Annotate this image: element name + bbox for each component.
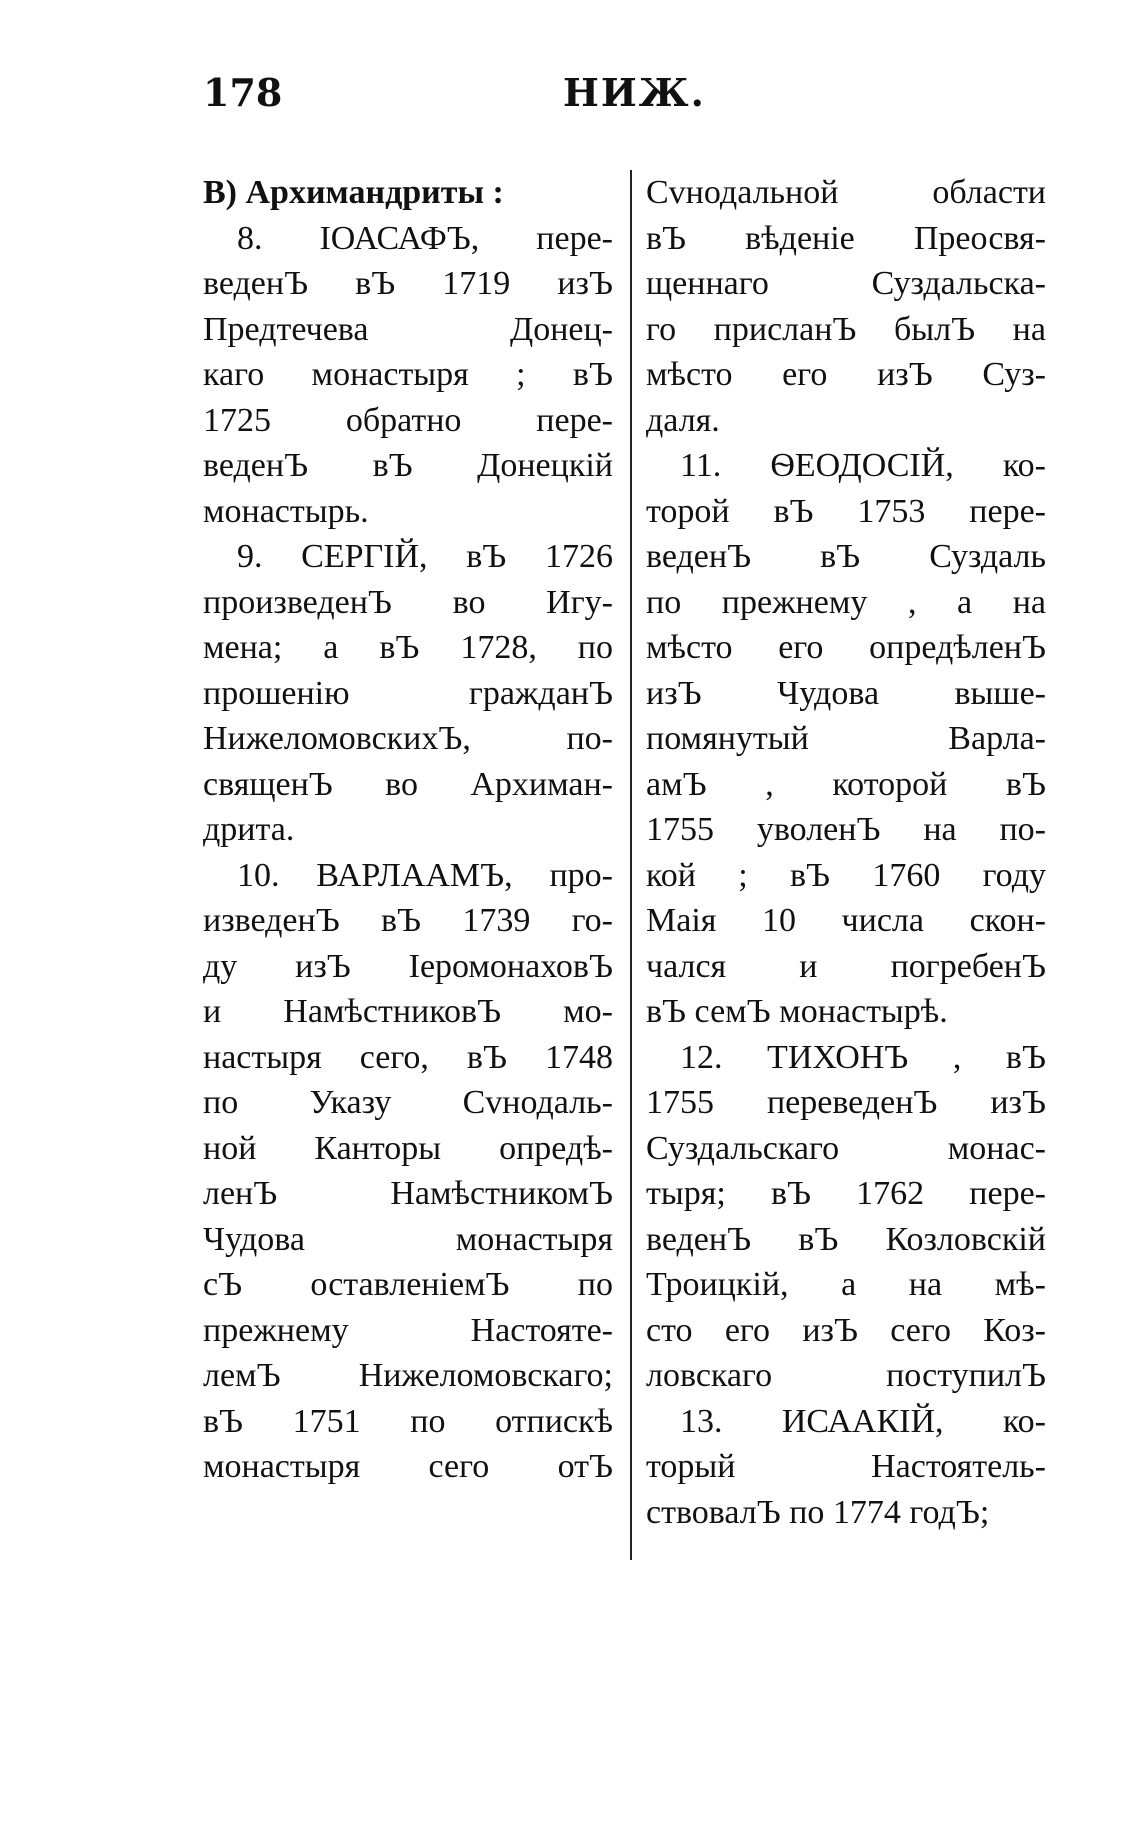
right-column-line: изЪ Чудова выше- — [646, 674, 1046, 712]
left-column-line: Предтечева Донец- — [203, 310, 613, 348]
right-column-line: Маія 10 числа скон- — [646, 902, 1046, 939]
left-column-line: 8. ІОАСАФЪ, пере- — [237, 219, 613, 257]
right-column-line: веденЪ вЪ Суздаль — [646, 538, 1046, 575]
left-column-line: лемЪ Нижеломовскаго; — [203, 1357, 613, 1394]
right-column-line: торый Настоятель- — [646, 1448, 1046, 1485]
left-column-line: священЪ во Архиман- — [203, 765, 613, 803]
left-column-line: каго монастыря ; вЪ — [203, 356, 613, 393]
left-column-line: 1725 обратно пере- — [203, 401, 613, 439]
right-column-line: 1755 переведенЪ изЪ — [646, 1084, 1046, 1121]
right-column-line: сто его изЪ сего Коз- — [646, 1311, 1046, 1349]
left-column-line: монастырь. — [203, 492, 369, 530]
right-column-line: мѣсто его опредѣленЪ — [646, 629, 1046, 666]
right-column-line: амЪ , которой вЪ — [646, 765, 1046, 803]
left-column-line: прошенію гражданЪ — [203, 674, 613, 712]
left-column-line: 10. ВАРЛААМЪ, про- — [237, 856, 613, 894]
right-column-line: го присланЪ былЪ на — [646, 310, 1046, 348]
right-column-line: 11. ѲЕОДОСІЙ, ко- — [680, 447, 1046, 484]
right-column — [646, 170, 1046, 1535]
right-column-line: торой вЪ 1753 пере- — [646, 492, 1046, 530]
right-column-line: кой ; вЪ 1760 году — [646, 856, 1046, 894]
right-column-line: чался и погребенЪ — [646, 947, 1046, 985]
right-column-line: 13. ИСААКІЙ, ко- — [680, 1402, 1046, 1440]
right-column-line: Сvнодальной области — [646, 174, 1046, 211]
right-column-line: вЪ вѣденіе Преосвя- — [646, 219, 1046, 257]
left-column-line: прежнему Настояте- — [203, 1311, 613, 1349]
left-column-line: настыря сего, вЪ 1748 — [203, 1038, 613, 1076]
left-column-line: по Указу Сvнодаль- — [203, 1084, 613, 1121]
left-column-line: сЪ оставленіемЪ по — [203, 1266, 613, 1303]
right-column-line: 1755 уволенЪ на по- — [646, 811, 1046, 848]
left-column-line: и НамѣстниковЪ мо- — [203, 993, 613, 1030]
left-column-line: НижеломовскихЪ, по- — [203, 720, 613, 757]
left-column-line: произведенЪ во Игу- — [203, 583, 613, 621]
right-column-line: веденЪ вЪ Козловскій — [646, 1220, 1046, 1258]
left-column-line: веденЪ вЪ 1719 изЪ — [203, 265, 613, 302]
right-column-line: помянутый Варла- — [646, 720, 1046, 757]
right-column-line: Суздальскаго монас- — [646, 1129, 1046, 1167]
left-column-line: ленЪ НамѣстникомЪ — [203, 1175, 613, 1212]
left-column-line: мена; а вЪ 1728, по — [203, 629, 613, 666]
column-divider — [630, 170, 632, 1560]
right-column-line: ловскаго поступилЪ — [646, 1357, 1046, 1394]
right-column-line: по прежнему , а на — [646, 583, 1046, 621]
page-number: 178 — [203, 70, 283, 115]
left-column-line: дрита. — [203, 811, 295, 848]
right-column-line: вЪ семЪ монастырѣ. — [646, 993, 948, 1030]
left-column-line: Чудова монастыря — [203, 1220, 613, 1258]
left-column-line: монастыря сего отЪ — [203, 1448, 613, 1485]
left-column-line: ной Канторы опредѣ- — [203, 1129, 613, 1167]
left-column-line: В) Архимандриты : — [203, 174, 504, 211]
right-column-line: даля. — [646, 401, 720, 439]
right-column-line: Троицкій, а на мѣ- — [646, 1266, 1046, 1303]
left-column-line: веденЪ вЪ Донецкій — [203, 447, 613, 484]
left-column-line: 9. СЕРГІЙ, вЪ 1726 — [237, 538, 613, 575]
left-column-line: вЪ 1751 по отпискѣ — [203, 1402, 613, 1440]
right-column-line: тыря; вЪ 1762 пере- — [646, 1175, 1046, 1212]
left-column-line: изведенЪ вЪ 1739 го- — [203, 902, 613, 939]
running-head: НИЖ. — [563, 70, 706, 115]
right-column-line: 12. ТИХОНЪ , вЪ — [680, 1038, 1046, 1076]
left-column — [203, 170, 613, 1490]
left-column-line: ду изЪ ІеромонаховЪ — [203, 947, 613, 985]
right-column-line: щеннаго Суздальска- — [646, 265, 1046, 302]
right-column-line: мѣсто его изЪ Суз- — [646, 356, 1046, 393]
right-column-line: ствовалЪ по 1774 годЪ; — [646, 1493, 990, 1531]
